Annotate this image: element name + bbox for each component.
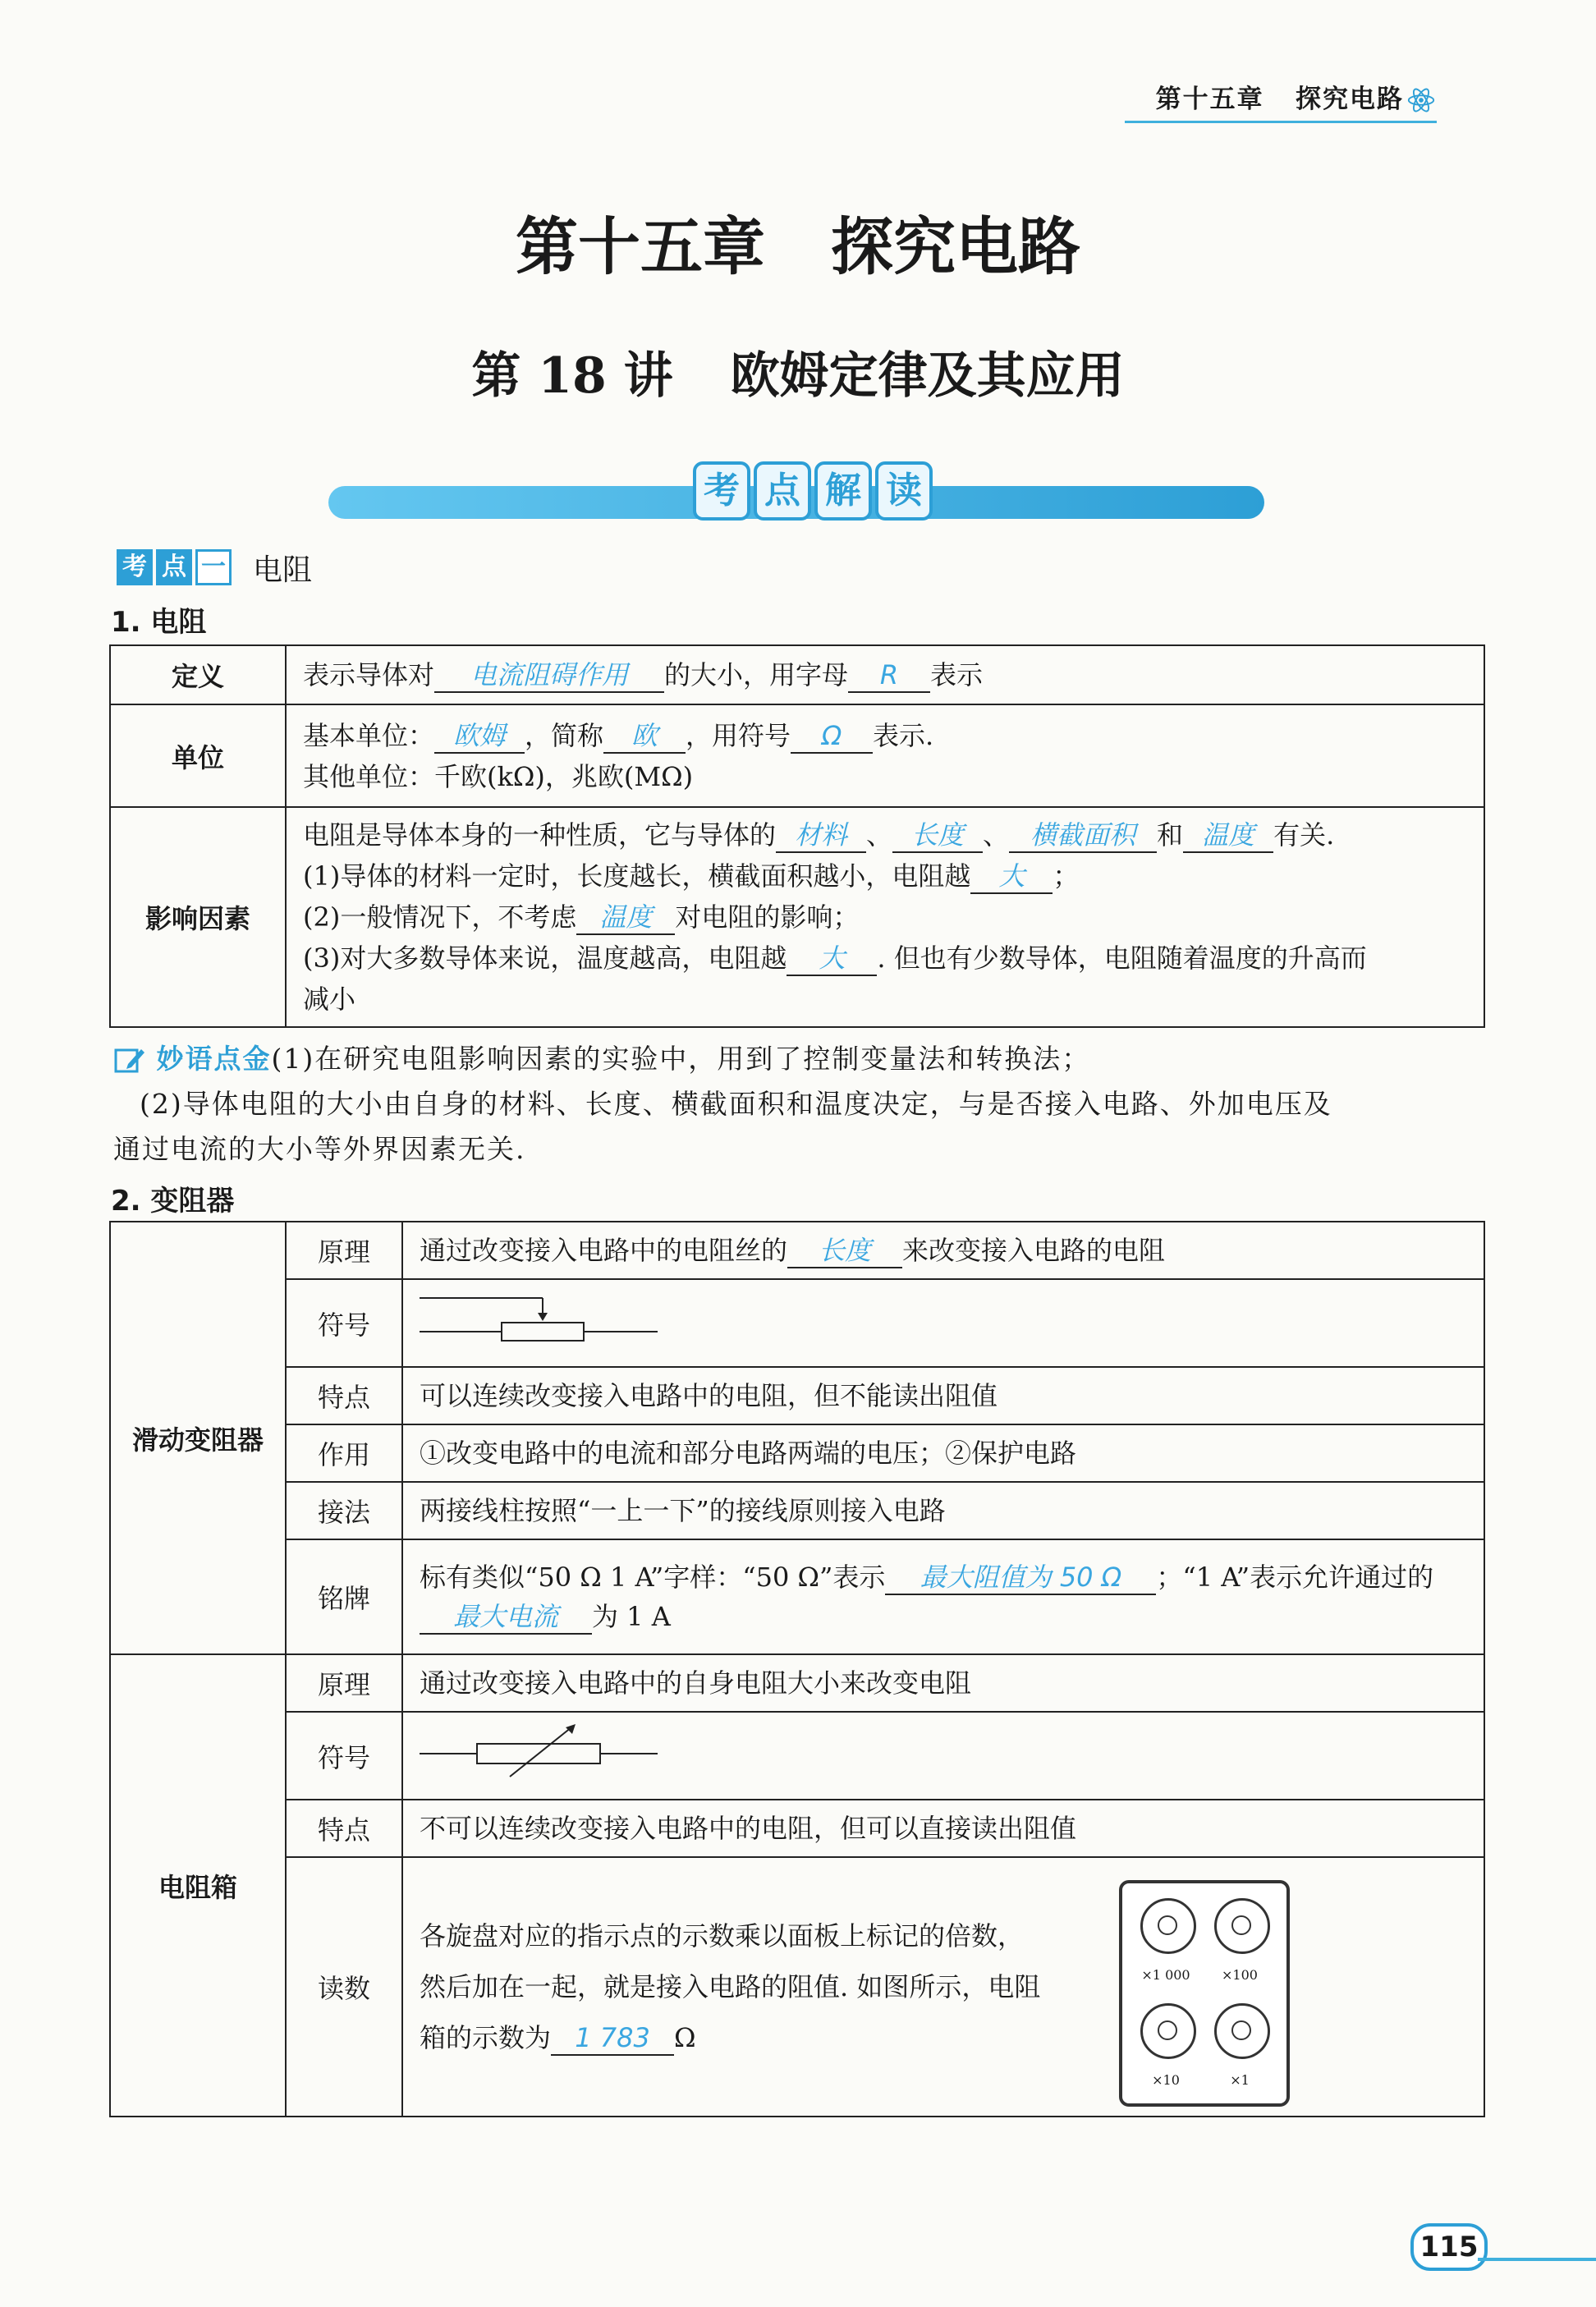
dial-multiplier: ×10	[1152, 2072, 1180, 2088]
symbol-cell	[402, 1712, 1484, 1800]
answer-blank: Ω	[791, 719, 873, 754]
running-header	[1125, 78, 1437, 127]
answer-blank: 材料	[776, 819, 866, 853]
table-row	[110, 1424, 1484, 1482]
row-label: 原理	[286, 1222, 402, 1279]
answer-blank: 欧姆	[434, 719, 525, 754]
banner-char: 考	[693, 461, 750, 521]
answer-blank: 长度	[787, 1234, 902, 1268]
answer-blank: R	[848, 658, 930, 693]
topic-tag-box: 一	[195, 549, 232, 585]
table-row	[110, 1222, 1484, 1279]
answer-blank: 最大电流	[420, 1600, 592, 1635]
topic-tag-box: 考	[117, 549, 153, 585]
answer-blank: 大	[787, 942, 877, 976]
table-row	[110, 1539, 1484, 1654]
text: 的大小，用字母	[664, 659, 849, 690]
resistance-box-figure	[1119, 1880, 1290, 2107]
lecture-number: 第 18 讲	[471, 347, 673, 405]
text: 各旋盘对应的指示点的示数乘以面板上标记的倍数，	[420, 1920, 1025, 1952]
answer-blank: 温度	[576, 901, 675, 935]
text: (2)一般情况下，不考虑	[303, 901, 577, 933]
feature-cell: 不可以连续改变接入电路中的电阻，但可以直接读出阻值	[402, 1800, 1484, 1857]
topic-tag-box: 点	[156, 549, 192, 585]
row-label: 符号	[286, 1279, 402, 1367]
text: 标有类似“50 Ω 1 A”字样：“50 Ω”表示	[420, 1562, 886, 1593]
page-number: 115	[1410, 2223, 1488, 2271]
answer-blank: 横截面积	[1009, 819, 1157, 853]
atom-icon	[1406, 85, 1437, 116]
use-cell: ①改变电路中的电流和部分电路两端的电压；②保护电路	[402, 1424, 1484, 1482]
category-label: 滑动变阻器	[110, 1222, 286, 1654]
definition-cell	[286, 645, 1484, 704]
answer-blank: 最大阻值为 50 Ω	[885, 1561, 1156, 1595]
dial-knob	[1214, 2003, 1270, 2059]
row-label: 符号	[286, 1712, 402, 1800]
dial-knob	[1140, 1898, 1196, 1954]
banner-char: 读	[875, 461, 933, 521]
text: 对电阻的影响；	[675, 901, 860, 933]
text: 减小	[303, 984, 356, 1015]
answer-blank: 电流阻碍作用	[434, 658, 664, 693]
text: ，简称	[525, 719, 604, 751]
answer-blank: 大	[970, 860, 1053, 894]
resistance-table	[109, 644, 1485, 1028]
tip-box	[113, 1036, 1489, 1172]
text: 其他单位：千欧(kΩ)，兆欧(MΩ)	[303, 760, 694, 792]
text: 箱的示数为	[420, 2022, 552, 2053]
table-row	[110, 1367, 1484, 1424]
section-heading: 2. 变阻器	[111, 1185, 235, 1218]
row-label: 特点	[286, 1367, 402, 1424]
row-label: 原理	[286, 1654, 402, 1712]
text: 通过改变接入电路中的电阻丝的	[420, 1235, 788, 1266]
unit-cell	[286, 704, 1484, 807]
lecture-title	[0, 337, 1596, 407]
symbol-cell	[402, 1279, 1484, 1367]
text: 为 1 A	[592, 1601, 671, 1632]
dial-knob	[1140, 2003, 1196, 2059]
connect-cell: 两接线柱按照“一上一下”的接线原则接入电路	[402, 1482, 1484, 1539]
answer-blank: 温度	[1183, 819, 1273, 853]
lecture-name: 欧姆定律及其应用	[730, 347, 1125, 405]
header-section: 探究电路	[1296, 85, 1404, 114]
header-rule	[1125, 121, 1437, 123]
section-banner-label	[691, 461, 934, 532]
text: 表示	[930, 659, 984, 690]
row-label: 作用	[286, 1424, 402, 1482]
row-label: 读数	[286, 1857, 402, 2117]
section-heading: 1. 电阻	[111, 606, 207, 639]
factors-cell	[286, 807, 1484, 1027]
dial-multiplier: ×1	[1230, 2072, 1250, 2088]
text: . 但也有少数导体，电阻随着温度的升高而	[877, 943, 1367, 974]
answer-blank: 长度	[892, 819, 983, 853]
row-label: 特点	[286, 1800, 402, 1857]
chapter-number: 第十五章	[516, 210, 765, 283]
row-label: 接法	[286, 1482, 402, 1539]
dial-multiplier: ×1 000	[1141, 1967, 1190, 1983]
principle-cell: 通过改变接入电路中的自身电阻大小来改变电阻	[402, 1654, 1484, 1712]
topic-title: 电阻	[253, 553, 313, 587]
text: ，用符号	[686, 719, 791, 751]
table-row	[110, 1800, 1484, 1857]
nameplate-cell	[402, 1539, 1484, 1654]
table-row	[110, 1712, 1484, 1800]
row-label: 定义	[110, 645, 286, 704]
table-row	[110, 645, 1484, 704]
category-label: 电阻箱	[110, 1654, 286, 2117]
text: 电阻是导体本身的一种性质，它与导体的	[303, 819, 777, 851]
table-row	[110, 1482, 1484, 1539]
text: 、	[866, 819, 893, 851]
topic-tag	[117, 550, 312, 585]
text: 基本单位：	[303, 719, 435, 751]
text: 来改变接入电路的电阻	[902, 1235, 1166, 1266]
dial-knob	[1214, 1898, 1270, 1954]
tip-line: 通过电流的大小等外界因素无关.	[113, 1133, 526, 1165]
text: ；	[1053, 860, 1080, 892]
slide-rheostat-symbol	[420, 1285, 658, 1351]
text: 和	[1157, 819, 1184, 851]
text: 、	[983, 819, 1010, 851]
answer-blank: 欧	[603, 719, 686, 754]
text: 表示.	[873, 719, 934, 751]
tip-line: (2)导体电阻的大小由自身的材料、长度、横截面积和温度决定，与是否接入电路、外加电压及	[140, 1088, 1332, 1120]
feature-cell: 可以连续改变接入电路中的电阻，但不能读出阻值	[402, 1367, 1484, 1424]
banner-char: 点	[754, 461, 811, 521]
table-row	[110, 1654, 1484, 1712]
chapter-title	[0, 197, 1596, 287]
principle-cell	[402, 1222, 1484, 1279]
text: (3)对大多数导体来说，温度越高，电阻越	[303, 943, 787, 974]
table-row	[110, 1279, 1484, 1367]
tip-title: 妙语点金	[156, 1043, 272, 1075]
row-label: 单位	[110, 704, 286, 807]
resistance-box-symbol	[420, 1718, 658, 1783]
footer-rule	[1478, 2258, 1596, 2261]
text: 有关.	[1273, 819, 1335, 851]
text: 表示导体对	[303, 659, 435, 690]
tip-line: (1)在研究电阻影响因素的实验中，用到了控制变量法和转换法；	[271, 1043, 1091, 1075]
edit-note-icon	[113, 1046, 146, 1076]
chapter-name: 探究电路	[831, 210, 1080, 283]
table-row	[110, 807, 1484, 1027]
dial-multiplier: ×100	[1222, 1967, 1258, 1983]
header-chapter: 第十五章	[1155, 85, 1264, 114]
text: ；“1 A”表示允许通过的	[1156, 1562, 1434, 1593]
answer-blank: 1 783	[551, 2021, 674, 2056]
text: 然后加在一起，就是接入电路的阻值. 如图所示，电阻	[420, 1971, 1041, 2002]
text: Ω	[674, 2022, 696, 2053]
banner-char: 解	[814, 461, 872, 521]
row-label: 影响因素	[110, 807, 286, 1027]
text: (1)导体的材料一定时，长度越长，横截面积越小，电阻越	[303, 860, 971, 892]
table-row	[110, 704, 1484, 807]
row-label: 铭牌	[286, 1539, 402, 1654]
reading-cell	[402, 1857, 1484, 2117]
